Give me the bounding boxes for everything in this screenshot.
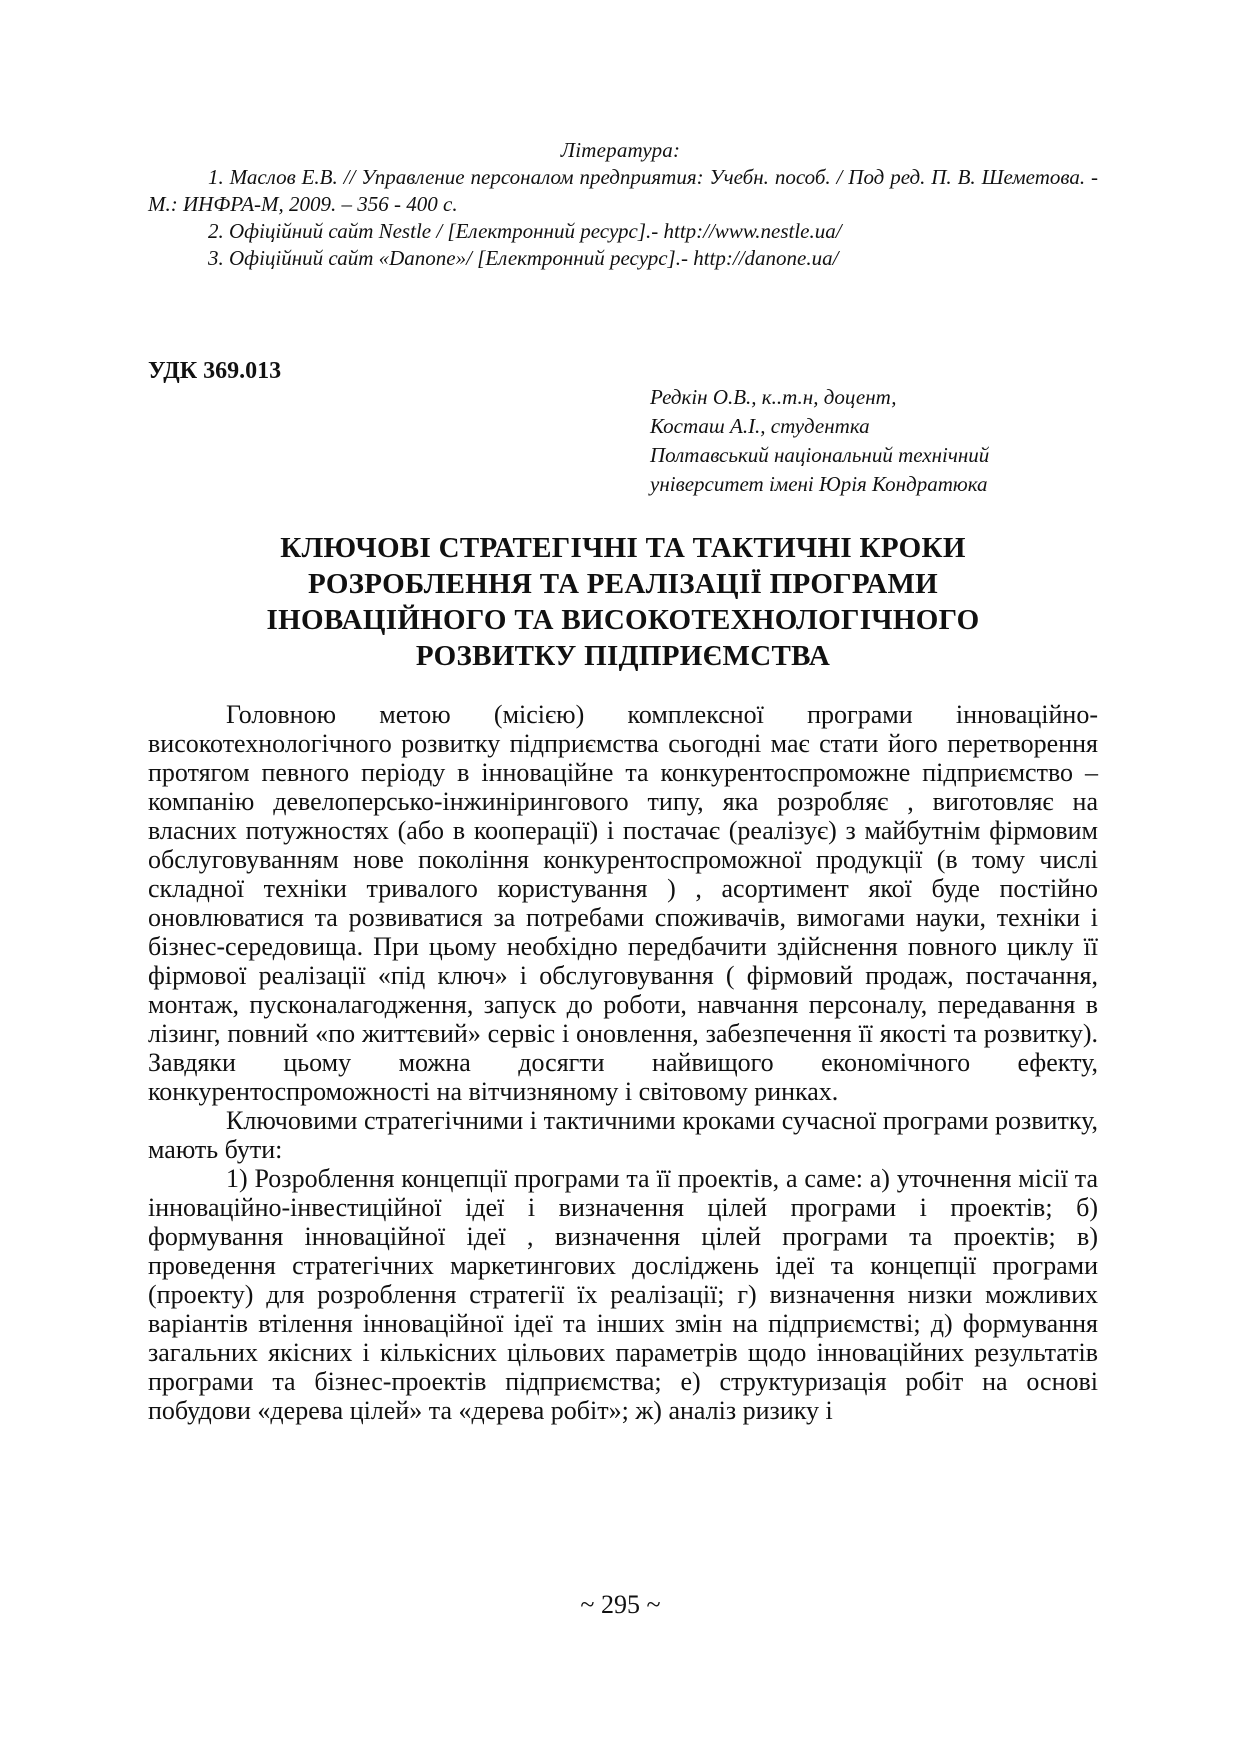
body-paragraph: Ключовими стратегічними і тактичними кроками сучасної програми розвитку, мають бути: [148, 1106, 1098, 1164]
affiliation-line: Полтавський національний технічний [650, 443, 990, 467]
title-line: ІНОВАЦІЙНОГО ТА ВИСОКОТЕХНОЛОГІЧНОГО [266, 604, 980, 636]
title-line: РОЗВИТКУ ПІДПРИЄМСТВА [415, 640, 831, 672]
title-line: РОЗРОБЛЕННЯ ТА РЕАЛІЗАЦІЇ ПРОГРАМИ [307, 568, 939, 600]
udk-code: УДК 369.013 [148, 358, 282, 384]
reference-item: 2. Офіційний сайт Nestle / [Електронний ресурс].- http://www.nestle.ua/ [208, 219, 842, 243]
page-number: ~ 295 ~ [580, 1590, 661, 1619]
body-paragraph: 1) Розроблення концепції програми та її проектів, а саме: а) уточнення місії та інноваційно-інвестиційної ідеї і визначення цілей програми і проектів; б) формування інноваційної ідеї , визначення цілей програми та проектів; в) проведення стратегічних маркетингових досліджень ідеї та концепції програми (проекту) для розроблення стратегії їх реалізації; г) визначення низки можливих варіантів втілення інноваційної ідеї та інших змін на підприємстві; д) формування загальних якісних і кількісних цільових параметрів щодо інноваційних результатів програми та бізнес-проектів підприємства; е) структуризація робіт на основі побудови «дерева цілей» та «дерева робіт»; ж) аналіз ризику і [148, 1164, 1098, 1425]
references-heading: Література: [560, 138, 681, 162]
body-paragraph: Головною метою (місією) комплексної програми інноваційно-високотехнологічного розвитку підприємства сьогодні має стати його перетворення протягом певного періоду в інноваційне та конкурентоспроможне підприємство – компанію девелоперсько-інжинірингового типу, яка розробляє , виготовляє на власних потужностях (або в кооперації) і постачає (реалізує) з майбутнім фірмовим обслуговуванням нове покоління конкурентоспроможної продукції (в тому числі складної техніки тривалого користування ) , асортимент якої буде постійно оновлюватися та розвиватися за потребами споживачів, вимогами науки, техніки і бізнес-середовища. При цьому необхідно передбачити здійснення повного циклу її фірмової реалізації «під ключ» і обслуговування ( фірмовий продаж, постачання, монтаж, пусконалагодження, запуск до роботи, навчання персоналу, передавання в лізинг, повний «по життєвий» сервіс і оновлення, забезпечення її якості та розвитку). Завдяки цьому можна досягти найвищого економічного ефекту, конкурентоспроможності на вітчизняному і світовому ринках. [148, 700, 1098, 1106]
title-line: КЛЮЧОВІ СТРАТЕГІЧНІ ТА ТАКТИЧНІ КРОКИ [280, 532, 966, 564]
article-body [148, 700, 1098, 1425]
reference-item: 1. Маслов Е.В. // Управление персоналом предприятия: Учебн. пособ. / Под ред. П. В. Шеметова. - М.: ИНФРА-М, 2009. – 356 - 400 с. [148, 165, 1098, 216]
author-line: Редкін О.В., к..т.н, доцент, [650, 385, 897, 409]
author-block [650, 383, 989, 499]
article-title [148, 530, 1098, 674]
reference-item: 3. Офіційний сайт «Danone»/ [Електронний ресурс].- http://danone.ua/ [208, 246, 839, 270]
affiliation-line: університет імені Юрія Кондратюка [650, 472, 988, 496]
author-line: Косташ А.І., студентка [650, 414, 870, 438]
